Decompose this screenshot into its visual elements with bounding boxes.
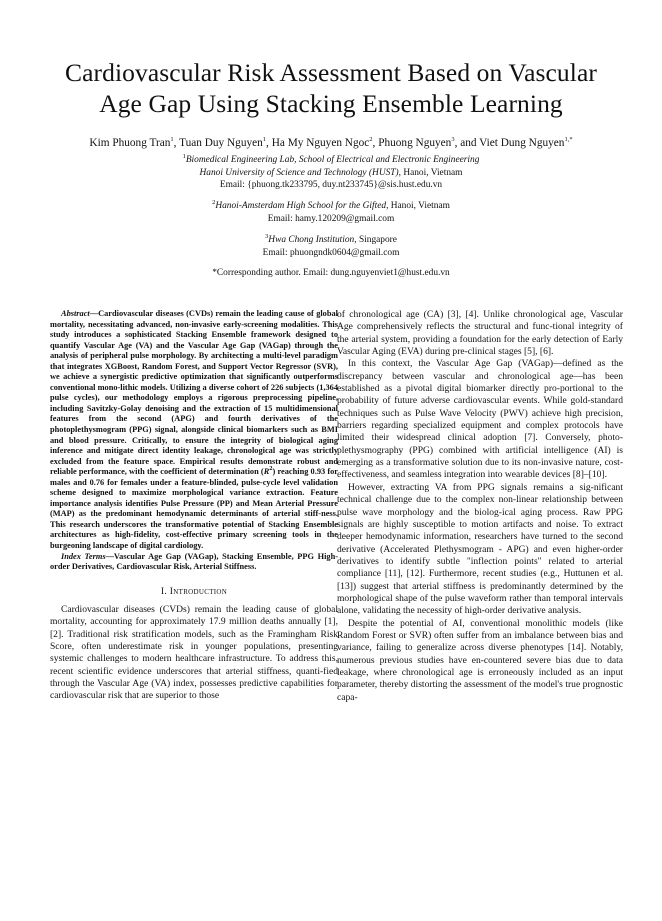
corresponding-author: *Corresponding author. Email: dung.nguyenviet1@hust.edu.vn (212, 268, 450, 278)
email: Email: phuongndk0604@gmail.com (262, 247, 400, 258)
author: Kim Phuong Tran$^1$ (89, 136, 174, 149)
body-paragraph: However, extracting VA from PPG signals remains a sig-nificant technical challenge due to the complex non-linear relationship between pulse wave morphology and the biolog-ical aging process. Raw PPG signals are highly susceptible to motion artifacts and noise. To extract deeper hemodynamic information, researchers have turned to the second derivative (Accelerated Plethysmogram - APG) and even higher-order derivatives to identify subtle "inflection points" related to arterial compliance [11], [12]. Furthermore, recent studies (e.g., Huttunen et al. [13]) suggest that arterial stiffness is predominantly determined by the morphological shape of the pulse waveform rather than temporal intervals alone, validating the necessity of high-order derivative analysis. (337, 481, 623, 617)
author: Viet Dung Nguyen$^{1,*}$ (479, 136, 573, 149)
author: Ha My Nguyen Ngoc$^2$ (271, 136, 373, 149)
body-paragraph: of chronological age (CA) [3], [4]. Unlike chronological age, Vascular Age comprehensively reflects the structural and func-tional integrity of the arterial system, providing a foundation for the early detection of Early Vascular Aging (EVA) during pre-clinical stages [5], [6]. (337, 309, 623, 358)
abstract: Abstract—Cardiovascular diseases (CVDs) remain the leading cause of global mortality, necessitating advanced, non-invasive early-screening modalities. This study introduces a sophisticated Stacking Ensemble framework designed to quantify Vascular Age (VA) and the Vascular Age Gap (VAGap) through the analysis of peripheral pulse morphology. By architecting a multi-level paradigm that integrates XGBoost, Random Forest, and Support Vector Regressor (SVR), we achieve a synergistic predictive optimization that significantly outperforms conventional mono-lithic models. Utilizing a diverse cohort of 226 subjects (1,364 pulse cycles), our methodology employs a rigorous preprocessing pipeline, including Savitzky-Golay denoising and the extraction of 15 multidimensional features from the second (APG) and fourth derivatives of the photoplethysmogram (PPG) signal, alongside clinical biomarkers such as BMI and blood pressure. Critically, to ensure the integrity of biological aging inference and mitigate direct identity leakage, chronological age was strictly excluded from the feature space. Empirical results demonstrate robust and reliable performance, with the coefficient of determination $(R^2)$ reaching 0.93 for males and 0.76 for females under a feature-blinded, pulse-cycle level validation scheme designed to maximize morphological variance extraction. Feature importance analysis identifies Pulse Pressure (PP) and Mean Arterial Pressure (MAP) as the predominant hemodynamic determinants of arterial stiff-ness. This research underscores the transformative potential of Stacking Ensemble architectures as high-fidelity, cost-effective primary screening tools in the burgeoning landscape of digital cardiology. (50, 309, 338, 551)
intro-paragraph: Cardiovascular diseases (CVDs) remain the leading cause of global mortality, accounting for approximately 17.9 million deaths annually [1], [2]. Traditional risk stratification models, such as the Framingham Risk Score, often underestimate risk in younger populations, presenting systemic challenges to modern healthcare infrastructure. To address this, recent scientific evidence underscores that arterial stiffness, quanti-fied through the Vascular Age (VA) index, possesses predictive capabilities for cardiovascular risk that are superior to those (50, 604, 338, 702)
affiliation-1: $^1$Biomedical Engineering Lab, School of Electrical and Electronic Engineering Hanoi University of Science and Technology (HUST), Hanoi, Vietnam Email: {phuong.tk233795, duy.nt233745}@sis.hust.edu.vn (20, 154, 642, 192)
affiliation-3: $^3$Hwa Chong Institution, Singapore Email: phuongndk0604@gmail.com (20, 234, 642, 259)
email: Email: {phuong.tk233795, duy.nt233745}@sis.hust.edu.vn (219, 180, 443, 190)
title-line-2: Age Gap Using Stacking Ensemble Learning (99, 89, 563, 118)
author: Tuan Duy Nguyen$^1$ (179, 136, 267, 149)
right-column (337, 309, 623, 704)
body-paragraph: In this context, the Vascular Age Gap (VAGap)—defined as the discrepancy between vascular and chronological age—has been established as a pivotal digital biomarker directly pro-portional to the probability of future adverse cardiovascular events. While gold-standard techniques such as Pulse Wave Velocity (PWV) achieve high precision, barriers regarding specialized equipment and complex protocols have limited their widespread clinical adoption [7]. Conversely, photo-plethysmography (PPG) combined with artificial intelligence (AI) is emerging as a transformative solution due to its non-invasive nature, cost-effectiveness, and seamless integration into wearable devices [8]–[10]. (337, 358, 623, 481)
index-terms: Index Terms—Vascular Age Gap (VAGap), Stacking Ensemble, PPG High-order Derivatives, Cardiovascular Risk, Arterial Stiffness. (50, 551, 338, 572)
left-column (50, 309, 338, 703)
author-list: Kim Phuong Tran$^1$, Tuan Duy Nguyen$^1$, Ha My Nguyen Ngoc$^2$, Phuong Nguyen$^3$, and Viet Dung Nguyen$^{1,*}$ (89, 136, 573, 149)
author: Phuong Nguyen$^3$ (378, 136, 455, 149)
paper-title (30, 57, 632, 119)
email: Email: hamy.120209@gmail.com (267, 213, 395, 224)
body-paragraph: Despite the potential of AI, conventional monolithic models (like Random Forest or SVR) often suffer from an imbalance between bias and variance, failing to generalize across diverse phenotypes [14]. Notably, numerous previous studies have en-countered severe bias due to data leakage, where chronological age is erroneously included as an input parameter, thereby distorting the assessment of the model's true prognostic capa- (337, 617, 623, 703)
title-line-1: Cardiovascular Risk Assessment Based on Vascular (65, 58, 597, 87)
affiliation-2: $^2$Hanoi-Amsterdam High School for the Gifted, Hanoi, Vietnam Email: hamy.120209@gmail.com (20, 200, 642, 225)
section-heading: I. Introduction (160, 585, 228, 597)
